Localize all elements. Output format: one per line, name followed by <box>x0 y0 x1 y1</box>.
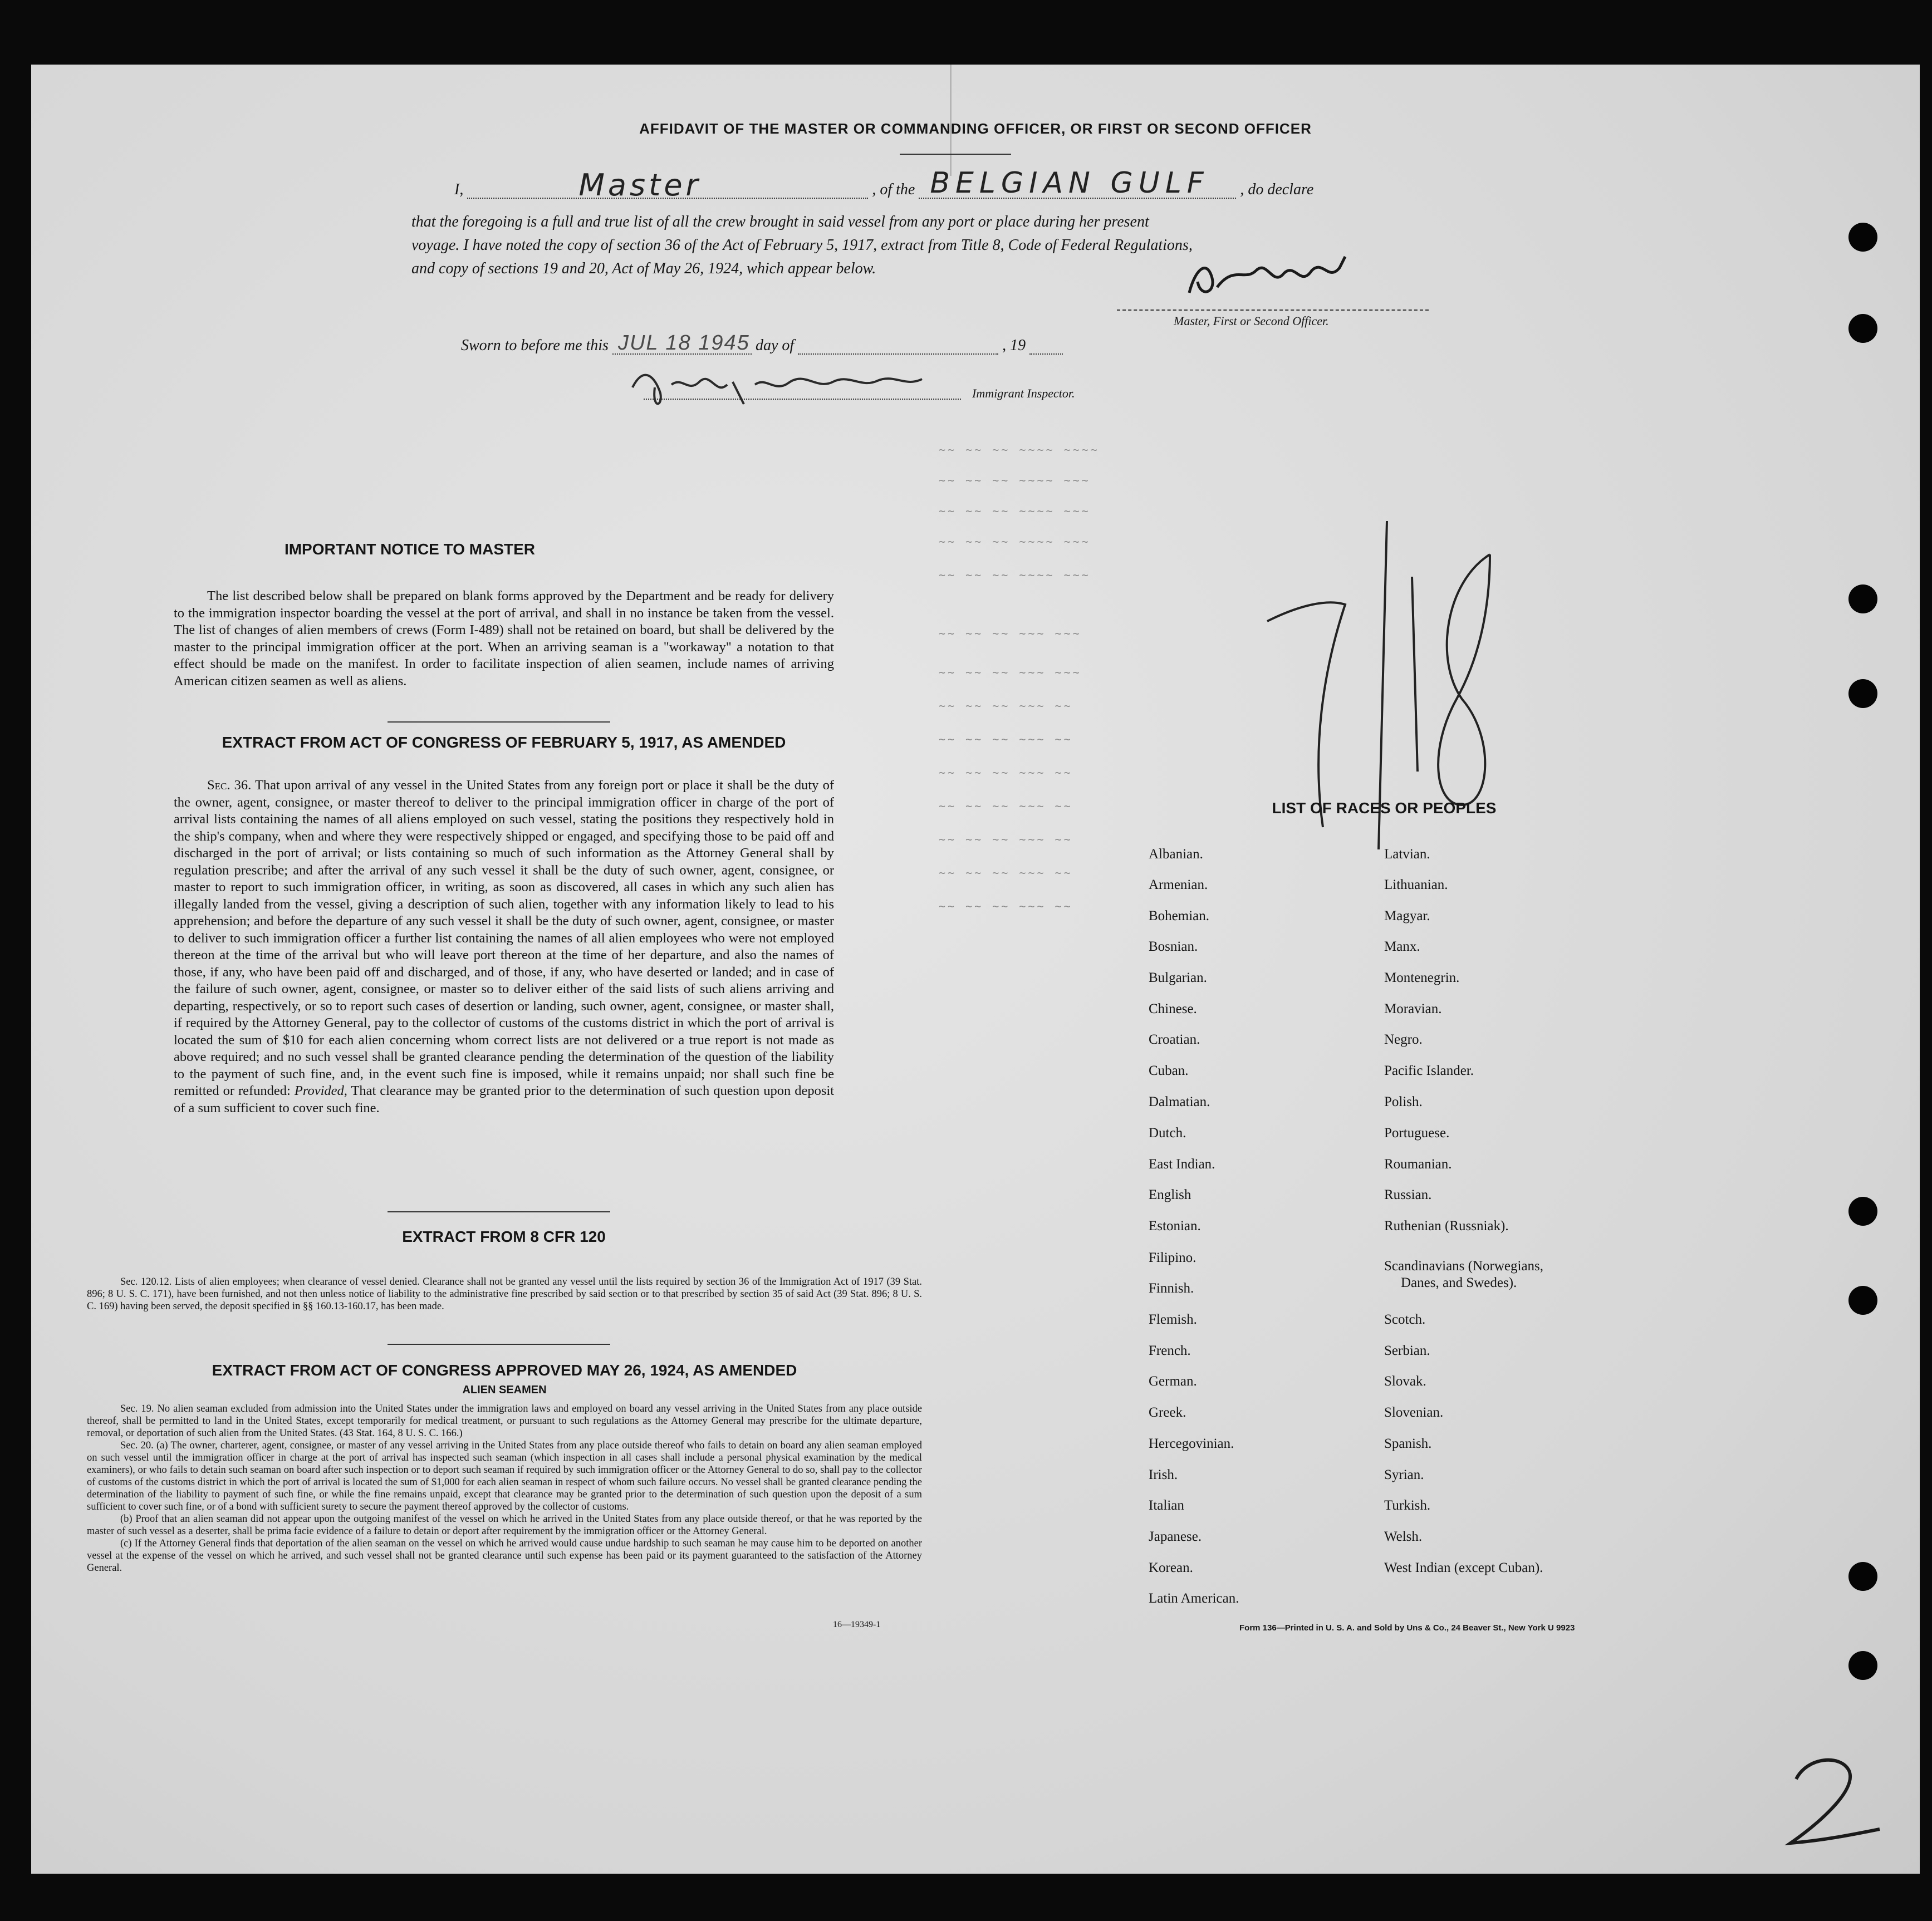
race-item: Bosnian. <box>1149 939 1198 954</box>
extract-1924-heading: EXTRACT FROM ACT OF CONGRESS APPROVED MAY 26, 1924, AS AMENDED <box>212 1362 797 1379</box>
race-item: Pacific Islander. <box>1384 1063 1474 1078</box>
race-item: Syrian. <box>1384 1467 1424 1482</box>
race-item: Armenian. <box>1149 877 1208 892</box>
race-item: Greek. <box>1149 1405 1186 1420</box>
race-item: Welsh. <box>1384 1529 1423 1544</box>
race-item: Scotch. <box>1384 1312 1426 1327</box>
affidavit-line-1 <box>454 166 1314 203</box>
race-item: East Indian. <box>1149 1157 1215 1172</box>
inspector-label: Immigrant Inspector. <box>972 386 1075 400</box>
race-item: Dalmatian. <box>1149 1094 1210 1109</box>
race-item: Italian <box>1149 1498 1184 1513</box>
race-item: Russian. <box>1384 1187 1432 1202</box>
race-item: Estonian. <box>1149 1219 1201 1234</box>
section-36-label: Sec. 36. <box>207 778 252 793</box>
race-item: Spanish. <box>1384 1436 1432 1451</box>
extract-cfr-text: Sec. 120.12. Lists of alien employees; when clearance of vessel denied. Clearance shall not be granted any vessel until the lists required by section 36 of the Immigration Act of 1917 (39 Stat. 896; 8 U. S. C. 171), have been furnished, and not then unless notice of liability to the administrative fine prescribed by said section or to that prescribed by section 35 of said Act (39 Stat. 896; 8 U. S. C. 169) having been served, the deposit specified in §§ 160.13-160.17, has been made. <box>87 1276 922 1312</box>
race-item: Hercegovinian. <box>1149 1436 1234 1451</box>
race-item: Danes, and Swedes). <box>1401 1275 1517 1290</box>
extract-cfr-heading: EXTRACT FROM 8 CFR 120 <box>402 1228 606 1245</box>
section-20c-text: (c) If the Attorney General finds that deportation of the alien seaman on the vessel on which he arrived would cause undue hardship to such seaman he may cause him to be deported on another vessel at the expense of the vessel on which he arrived, and such vessel shall not be granted clearance until such expense has been paid or its payment guaranteed to the satisfaction of the Attorney General. <box>87 1538 922 1574</box>
race-item: Dutch. <box>1149 1126 1186 1141</box>
bleed-through-mark: ~~ ~~ ~~ ~~~~ ~~~~ <box>939 443 1100 456</box>
divider <box>388 1211 610 1212</box>
bleed-through-mark: ~~ ~~ ~~ ~~~~ ~~~ <box>939 568 1091 582</box>
notice-heading: IMPORTANT NOTICE TO MASTER <box>284 541 536 558</box>
race-item: Moravian. <box>1384 1001 1442 1016</box>
extract-1917-text <box>174 777 834 1117</box>
race-item: Ruthenian (Russniak). <box>1384 1219 1509 1234</box>
races-heading: LIST OF RACES OR PEOPLES <box>1272 799 1497 817</box>
sworn-line <box>461 331 1063 355</box>
do-declare-label: , do declare <box>1240 181 1314 198</box>
binder-hole <box>1848 584 1877 613</box>
divider <box>388 1344 610 1345</box>
bleed-through-mark: ~~ ~~ ~~ ~~~~ ~~~ <box>939 474 1091 487</box>
race-item: Manx. <box>1384 939 1420 954</box>
binder-hole <box>1848 1286 1877 1315</box>
sworn-year-label: , 19 <box>1002 337 1026 354</box>
affidavit-line-3: voyage. I have noted the copy of section 36 of the Act of February 5, 1917, extract from Title 8, Code of Federal Regulations, <box>411 237 1193 254</box>
race-item: Magyar. <box>1384 908 1430 923</box>
race-item: Negro. <box>1384 1032 1423 1047</box>
race-item: Montenegrin. <box>1384 970 1460 985</box>
race-item: Slovenian. <box>1384 1405 1444 1420</box>
race-item: Bohemian. <box>1149 908 1210 923</box>
inspector-signature <box>621 354 933 415</box>
race-item: Polish. <box>1384 1094 1423 1109</box>
master-name-handwritten: Master <box>578 168 702 203</box>
section-36-body: That upon arrival of any vessel in the United States from any foreign port or place it shall be the duty of the owner, agent, consignee, or master thereof to deliver to the principal immigration officer in charge of the port of arrival lists containing the names of all aliens employed on such vessel, stating the positions they respectively hold in the ship's company, when and where they were respectively shipped or engaged, and specifying those to be paid off and discharged in the port of arrival; or lists containing so much of such information as the Attorney General shall by regulation prescribe; and after the arrival of any such vessel it shall be the duty of such owner, agent, consignee, or master to report to such immigration officer, in writing, as soon as discovered, all cases in which any such alien has illegally landed from the vessel, giving a description of such alien, together with any information likely to lead to his apprehension; and before the departure of any such vessel it shall be the duty of such owner, agent, consignee, or master to deliver to such immigration officer a further list containing the names of all alien employees who were not employed thereon at the time of the arrival but who will leave port thereon at the time of her departure, and also the names of those, if any, who have been paid off and discharged, and of those, if any, who have deserted or landed; and in case of the failure of such owner, agent, consignee, or master so to deliver either of the said lists of such aliens arriving and departing, respectively, or so to report such cases of desertion or landing, such owner, agent, consignee, or master shall, if required by the Attorney General, pay to the collector of customs of the customs district in which the port of arrival is located the sum of $10 for each alien concerning whom correct lists are not delivered or a true report is not made as above required; and no such vessel shall be granted clearance pending the determination of the question of the liability to the payment of such fine, and, in the event such fine is imposed, while it remains unpaid; nor shall such fine be remitted or refunded: <box>174 778 834 1098</box>
form-code: 16—19349-1 <box>833 1620 881 1629</box>
of-the-label: , of the <box>872 181 915 198</box>
race-item: Flemish. <box>1149 1312 1197 1327</box>
officer-signature-line <box>1117 309 1429 311</box>
bleed-through-mark: ~~ ~~ ~~ ~~~ ~~ <box>939 799 1073 813</box>
race-item: Serbian. <box>1384 1343 1430 1358</box>
race-item: Slovak. <box>1384 1374 1426 1389</box>
printer-line: Form 136—Printed in U. S. A. and Sold by Uns & Co., 24 Beaver St., New York U 9923 <box>1239 1623 1575 1633</box>
race-item: Lithuanian. <box>1384 877 1448 892</box>
race-item: Scandinavians (Norwegians, <box>1384 1259 1544 1274</box>
race-item: Portuguese. <box>1384 1126 1450 1141</box>
affidavit-line-4: and copy of sections 19 and 20, Act of May 26, 1924, which appear below. <box>411 260 876 277</box>
race-item: English <box>1149 1187 1191 1202</box>
vessel-name-handwritten: BELGIAN GULF <box>930 166 1209 200</box>
binder-hole <box>1848 1651 1877 1680</box>
affidavit-title: AFFIDAVIT OF THE MASTER OR COMMANDING OFFICER, OR FIRST OR SECOND OFFICER <box>639 120 1312 137</box>
bleed-through-mark: ~~ ~~ ~~ ~~~ ~~ <box>939 900 1073 913</box>
race-item: Cuban. <box>1149 1063 1189 1078</box>
binder-hole <box>1848 1562 1877 1591</box>
race-item: Japanese. <box>1149 1529 1202 1544</box>
binder-hole <box>1848 223 1877 252</box>
section-20a-text: Sec. 20. (a) The owner, charterer, agent, consignee, or master of any vessel arriving in the United States from any place outside thereof who fails to detain on board any alien seaman employed on such vessel until the immigration officer in charge at the port of arrival has inspected such seaman (which inspection in all cases shall include a personal physical examination by the medical examiners), or who fails to detain such seaman on board after such inspection or to deport such seaman if required by such immigration officer or the Attorney General to do so, shall pay to the collector of customs of the customs district in which the port of arrival is located the sum of $1,000 for each alien seaman in respect of whom such failure occurs. No vessel shall be granted clearance pending the determination of the liability to payment of such fine, or while the fine remains unpaid, except that clearance may be granted prior to the determination of such question upon the deposit of a sum sufficient to cover such fine, or of a bond with sufficient surety to secure the payment thereof approved by the collector of customs. <box>87 1440 922 1512</box>
race-item: Croatian. <box>1149 1032 1200 1047</box>
alien-seamen-subheading: ALIEN SEAMEN <box>462 1384 547 1396</box>
race-item: Latvian. <box>1384 847 1430 862</box>
affidavit-line-2: that the foregoing is a full and true list of all the crew brought in said vessel from any port or place during her present <box>411 213 1149 230</box>
bleed-through-mark: ~~ ~~ ~~ ~~~ ~~ <box>939 866 1073 880</box>
race-item: Turkish. <box>1384 1498 1431 1513</box>
officer-label: Master, First or Second Officer. <box>1174 314 1329 328</box>
sworn-day-label: day of <box>755 337 795 354</box>
bleed-through-mark: ~~ ~~ ~~ ~~~~ ~~~ <box>939 535 1091 548</box>
vessel-name-field <box>919 166 1236 200</box>
race-item: Chinese. <box>1149 1001 1197 1016</box>
extract-1917-heading: EXTRACT FROM ACT OF CONGRESS OF FEBRUARY 5, 1917, AS AMENDED <box>222 734 786 751</box>
extract-1924-text <box>87 1403 922 1574</box>
race-item: Filipino. <box>1149 1250 1197 1265</box>
section-20b-text: (b) Proof that an alien seaman did not appear upon the outgoing manifest of the vessel on which he arrived in the United States from any place outside thereof, or that he was reported by the master of such vessel as a deserter, shall be prima facie evidence of a failure to detain or deport after requirement by the immigration officer or the Attorney General. <box>87 1514 922 1537</box>
bleed-through-mark: ~~ ~~ ~~ ~~~ ~~ <box>939 699 1073 713</box>
master-name-field <box>467 168 868 203</box>
sworn-year-field <box>1029 337 1063 355</box>
race-item: Roumanian. <box>1384 1157 1452 1172</box>
notice-text: The list described below shall be prepared on blank forms approved by the Department and be ready for delivery to the immigration inspector boarding the vessel at the port of arrival, and shall in no instance be taken from the vessel. The list of changes of alien members of crews (Form I-489) shall not be retained on board, but shall be delivered by the master to the principal immigration officer at the port. When an arriving seaman is a "workaway" a notation to that effect should be made on the manifest. In order to facilitate inspection of alien seamen, include names of arriving American citizen seamen as well as aliens. <box>174 588 834 689</box>
bleed-through-mark: ~~ ~~ ~~ ~~~ ~~ <box>939 833 1073 846</box>
bleed-through-mark: ~~ ~~ ~~ ~~~ ~~ <box>939 766 1073 779</box>
race-item: Latin American. <box>1149 1591 1239 1606</box>
binder-hole <box>1848 679 1877 708</box>
race-item: Korean. <box>1149 1560 1193 1575</box>
officer-signature <box>1178 248 1390 309</box>
race-item: Albanian. <box>1149 847 1203 862</box>
race-item: Bulgarian. <box>1149 970 1207 985</box>
bleed-through-mark: ~~ ~~ ~~ ~~~ ~~~ <box>939 627 1082 640</box>
race-item: French. <box>1149 1343 1191 1358</box>
handwritten-page-number <box>1757 1746 1891 1857</box>
bleed-through-mark: ~~ ~~ ~~ ~~~ ~~ <box>939 733 1073 746</box>
section-19-text: Sec. 19. No alien seaman excluded from admission into the United States under the immigration laws and employed on board any vessel arriving in the United States from any place outside thereof, shall be permitted to land in the United States, except temporarily for medical treatment, or pursuant to such regulations as the Attorney General may prescribe for the ultimate departure, removal, or deportation of such alien from the United States. (43 Stat. 164, 8 U. S. C. 166.) <box>87 1403 922 1439</box>
sworn-date-field <box>612 331 752 355</box>
race-item: Irish. <box>1149 1467 1178 1482</box>
bleed-through-mark: ~~ ~~ ~~ ~~~ ~~~ <box>939 666 1082 679</box>
title-rule <box>900 154 1011 155</box>
race-item: Finnish. <box>1149 1281 1194 1296</box>
inspector-signature-line <box>644 399 961 400</box>
sworn-prefix: Sworn to before me this <box>461 337 609 354</box>
race-item: German. <box>1149 1374 1197 1389</box>
date-stamp: JUL 18 1945 <box>617 331 750 355</box>
affidavit-prefix: I, <box>454 181 464 198</box>
sworn-month-field <box>798 337 998 355</box>
race-item: West Indian (except Cuban). <box>1384 1560 1543 1575</box>
section-36-end: That clearance may be granted prior to the determination of such question upon deposit of a sum sufficient to cover such fine. <box>174 1083 835 1116</box>
bleed-through-mark: ~~ ~~ ~~ ~~~~ ~~~ <box>939 504 1091 518</box>
binder-hole <box>1848 314 1877 343</box>
binder-hole <box>1848 1197 1877 1226</box>
document-page <box>31 65 1920 1874</box>
divider <box>388 721 610 723</box>
provided-label: Provided, <box>294 1083 347 1098</box>
